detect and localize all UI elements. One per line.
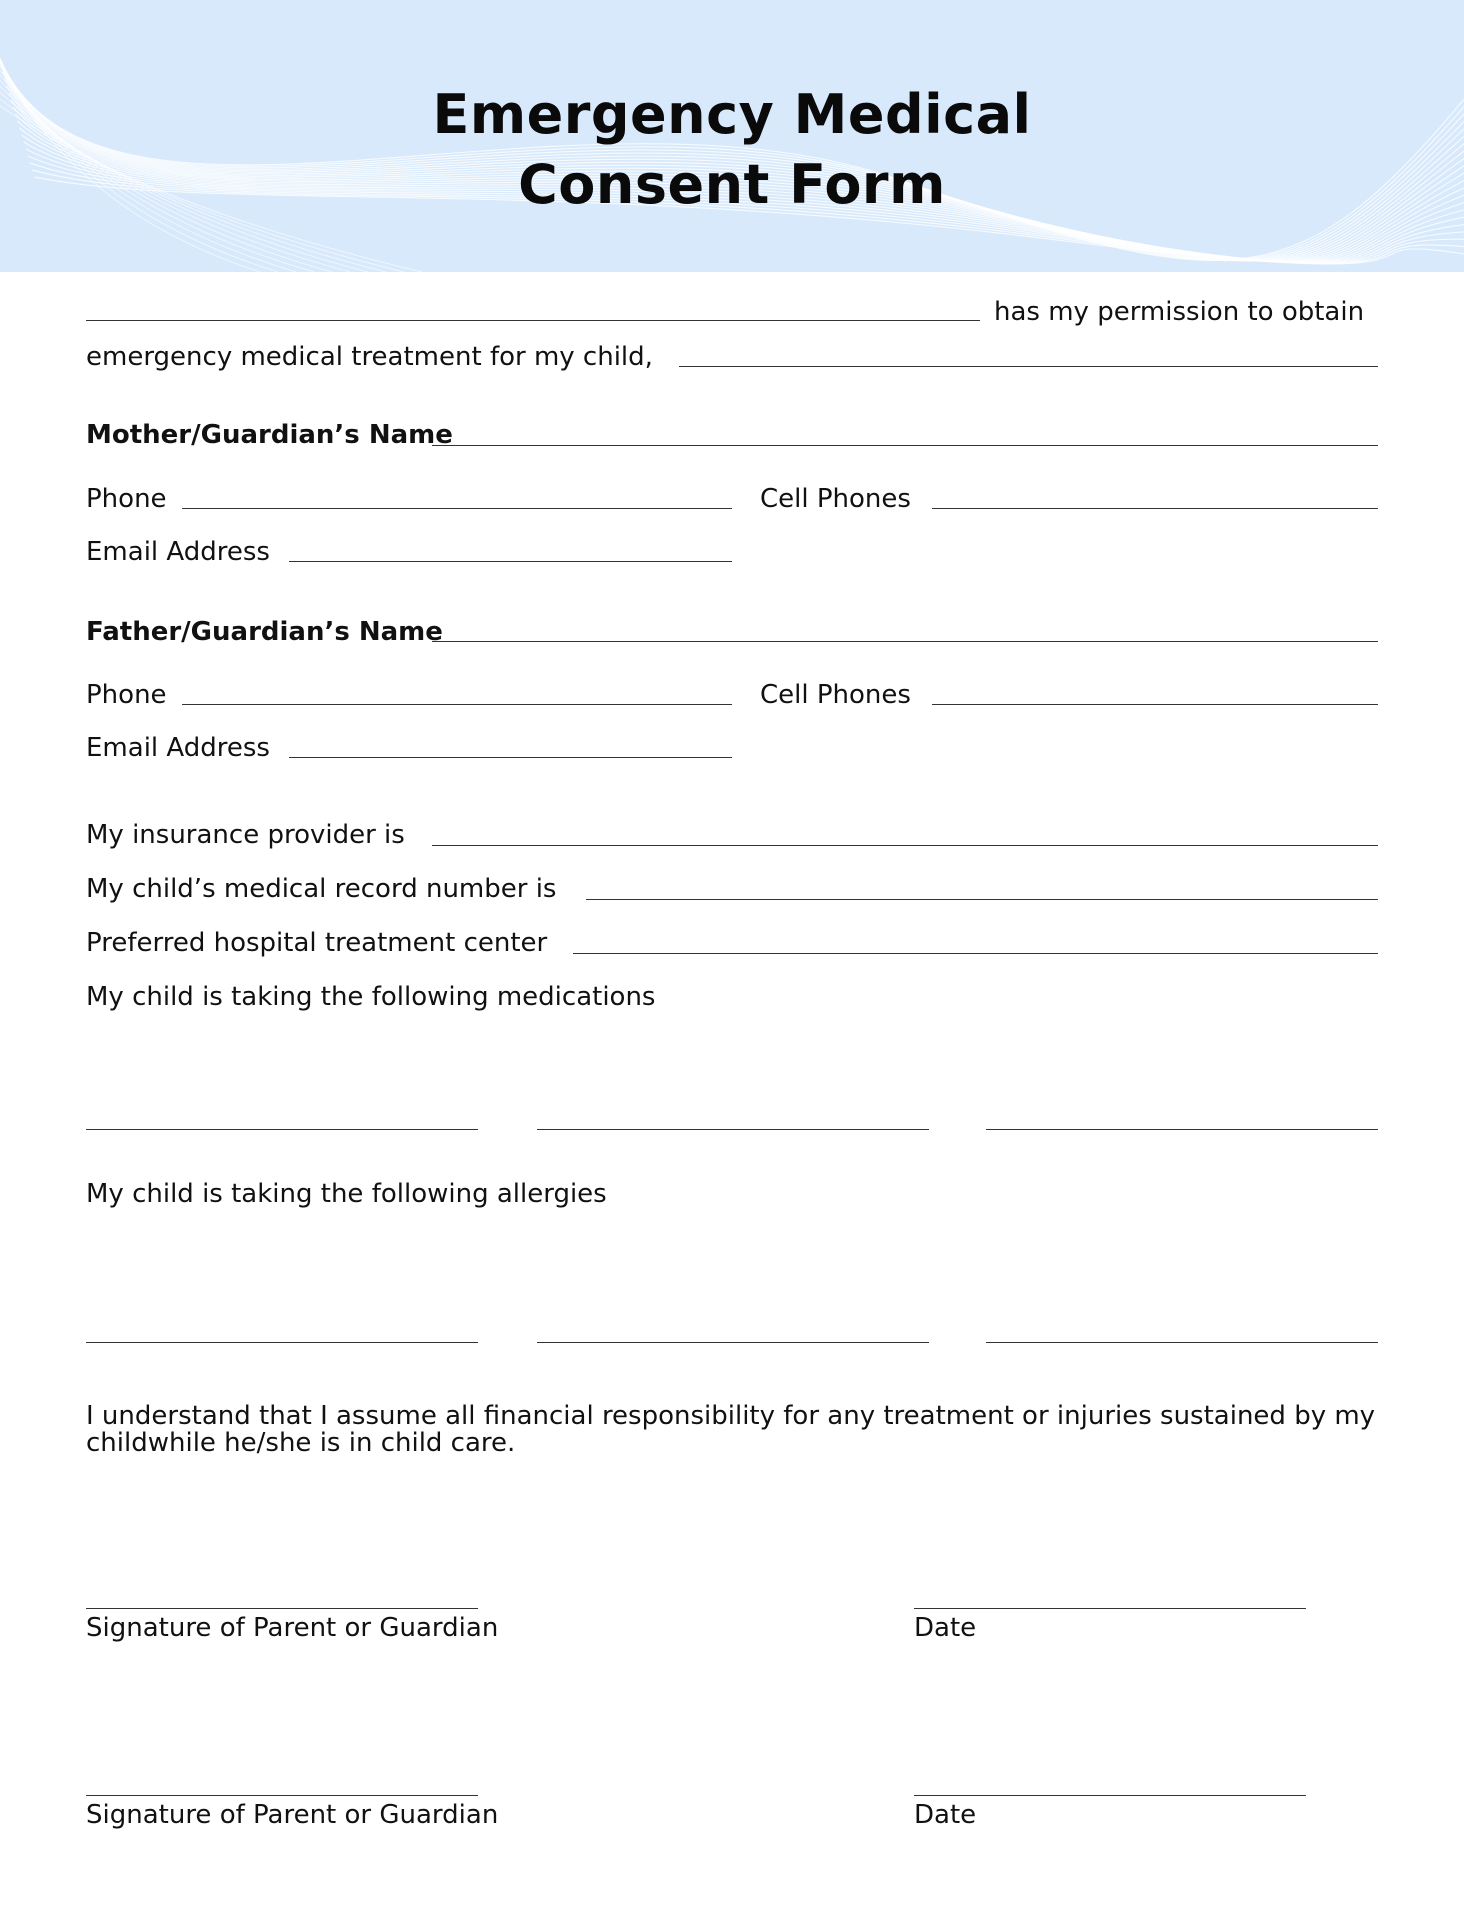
insurance-label: My insurance provider is: [86, 820, 405, 850]
hospital-field[interactable]: [573, 953, 1378, 954]
date-field-1[interactable]: [914, 1608, 1306, 1609]
father-email-label: Email Address: [86, 733, 270, 763]
medication-field-3[interactable]: [986, 1129, 1378, 1130]
financial-responsibility-statement: I understand that I assume all financial responsibility for any treatment or injuries sustained by my childwhile he/she is in child care.: [86, 1401, 1376, 1458]
signature-field-2[interactable]: [86, 1795, 478, 1796]
mother-name-label: Mother/Guardian’s Name: [86, 420, 453, 450]
title-line-2: Consent Form: [518, 153, 946, 216]
father-name-label: Father/Guardian’s Name: [86, 617, 443, 647]
mother-email-label: Email Address: [86, 537, 270, 567]
signature-field-1[interactable]: [86, 1608, 478, 1609]
mother-phone-label: Phone: [86, 484, 167, 514]
treatment-text: emergency medical treatment for my child,: [86, 342, 653, 372]
mother-name-field[interactable]: [432, 445, 1378, 446]
hospital-label: Preferred hospital treatment center: [86, 928, 548, 958]
mother-phone-field[interactable]: [182, 508, 732, 509]
record-number-label: My child’s medical record number is: [86, 874, 557, 904]
medications-label: My child is taking the following medications: [86, 982, 656, 1012]
father-phone-field[interactable]: [182, 704, 732, 705]
date-label-2: Date: [914, 1800, 977, 1830]
mother-cell-field[interactable]: [932, 508, 1378, 509]
signature-label-2: Signature of Parent or Guardian: [86, 1800, 499, 1830]
date-field-2[interactable]: [914, 1795, 1306, 1796]
mother-cell-label: Cell Phones: [760, 484, 911, 514]
allergy-field-1[interactable]: [86, 1342, 478, 1343]
record-number-field[interactable]: [586, 899, 1378, 900]
allergy-field-3[interactable]: [986, 1342, 1378, 1343]
mother-email-field[interactable]: [289, 561, 732, 562]
allergy-field-2[interactable]: [537, 1342, 929, 1343]
father-name-field[interactable]: [432, 641, 1378, 642]
allergies-label: My child is taking the following allergies: [86, 1179, 607, 1209]
father-email-field[interactable]: [289, 757, 732, 758]
permission-text: has my permission to obtain: [994, 297, 1365, 327]
father-cell-field[interactable]: [932, 704, 1378, 705]
designee-name-field[interactable]: [86, 320, 980, 321]
insurance-field[interactable]: [432, 845, 1378, 846]
title-line-1: Emergency Medical: [432, 83, 1032, 146]
date-label-1: Date: [914, 1613, 977, 1643]
signature-label-1: Signature of Parent or Guardian: [86, 1613, 499, 1643]
form-title: [0, 80, 1464, 220]
father-phone-label: Phone: [86, 680, 167, 710]
child-name-field[interactable]: [679, 366, 1378, 367]
header-banner: [0, 0, 1464, 272]
father-cell-label: Cell Phones: [760, 680, 911, 710]
medication-field-1[interactable]: [86, 1129, 478, 1130]
medication-field-2[interactable]: [537, 1129, 929, 1130]
